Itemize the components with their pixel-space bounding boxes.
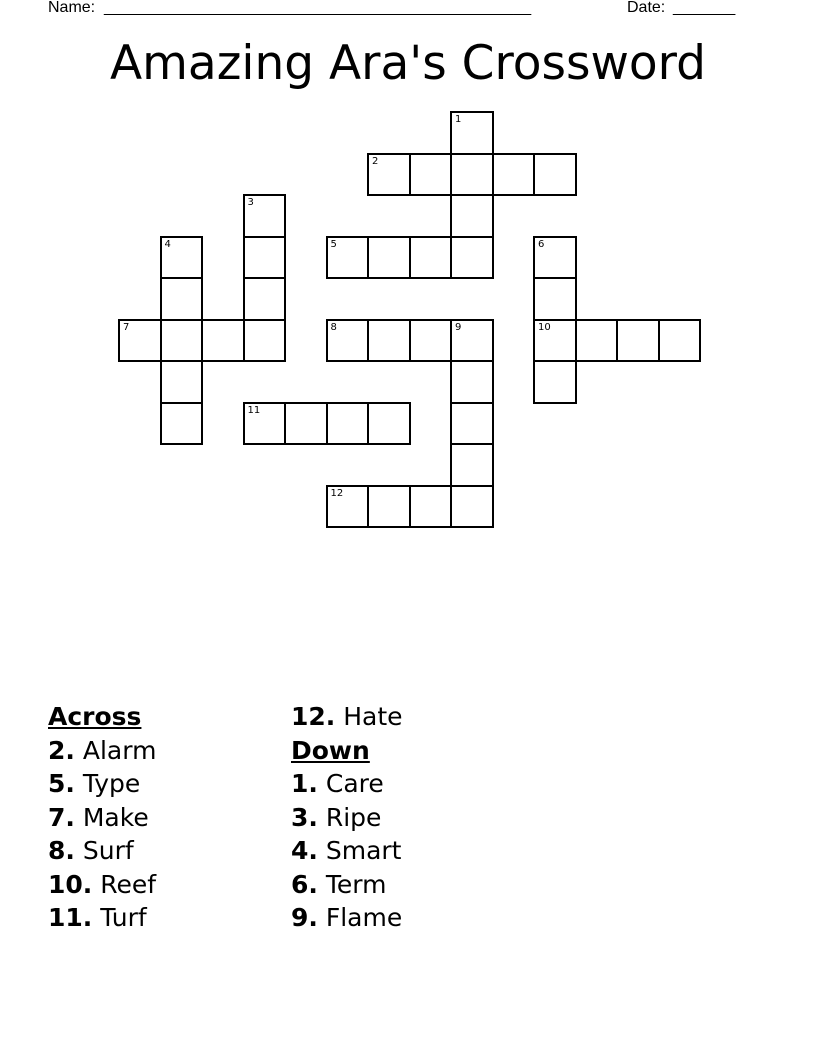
grid-cell[interactable] <box>533 360 577 404</box>
cell-number: 11 <box>247 404 261 416</box>
name-label: Name: <box>48 0 96 16</box>
down-heading: Down <box>291 735 370 765</box>
clue-text: Care <box>325 769 384 798</box>
grid-cell[interactable] <box>367 319 411 363</box>
grid-cell[interactable] <box>450 402 494 446</box>
grid-cell[interactable] <box>160 402 204 446</box>
clue-across-12 <box>291 700 403 734</box>
clue-down-4 <box>291 834 403 868</box>
cell-number: 12 <box>330 487 344 499</box>
grid-cell[interactable] <box>284 402 328 446</box>
grid-cell[interactable] <box>367 236 411 280</box>
grid-cell[interactable] <box>367 153 411 197</box>
clue-down-3 <box>291 801 403 835</box>
grid-cell[interactable] <box>450 111 494 155</box>
clue-down-6 <box>291 868 403 902</box>
clue-across-7 <box>48 801 156 835</box>
clue-across-5 <box>48 767 156 801</box>
grid-cell[interactable] <box>492 153 536 197</box>
grid-cell[interactable] <box>243 319 287 363</box>
grid-cell[interactable] <box>450 194 494 238</box>
cell-number: 2 <box>372 155 379 167</box>
clue-text: Hate <box>343 702 403 731</box>
grid-cell[interactable] <box>160 360 204 404</box>
grid-cell[interactable] <box>326 319 370 363</box>
clue-text: Flame <box>325 903 403 932</box>
clue-number: 10. <box>48 869 93 899</box>
grid-cell[interactable] <box>160 277 204 321</box>
clue-number: 3. <box>291 802 318 832</box>
cell-number: 6 <box>538 238 545 250</box>
grid-cell[interactable] <box>326 236 370 280</box>
clue-number: 8. <box>48 836 75 865</box>
clue-text: Make <box>82 802 149 832</box>
clue-number: 6. <box>291 869 318 899</box>
clue-text: Ripe <box>325 802 382 832</box>
grid-cell[interactable] <box>450 319 494 363</box>
grid-cell[interactable] <box>533 319 577 363</box>
cell-number: 7 <box>123 321 130 333</box>
grid-cell[interactable] <box>533 153 577 197</box>
grid-cell[interactable] <box>409 319 453 363</box>
grid-cell[interactable] <box>533 277 577 321</box>
grid-cell[interactable] <box>450 236 494 280</box>
clue-text: Alarm <box>82 735 157 765</box>
grid-cell[interactable] <box>575 319 619 363</box>
clues-column-1 <box>48 700 156 935</box>
clue-text: Type <box>82 769 141 798</box>
grid-cell[interactable] <box>450 360 494 404</box>
clue-number: 2. <box>48 735 75 765</box>
cell-number: 10 <box>538 321 551 333</box>
grid-cell[interactable] <box>450 443 494 487</box>
grid-cell[interactable] <box>201 319 245 363</box>
clue-across-11 <box>48 901 156 935</box>
clue-number: 9. <box>291 903 318 932</box>
grid-cell[interactable] <box>450 153 494 197</box>
clue-text: Reef <box>100 869 157 899</box>
grid-cell[interactable] <box>533 236 577 280</box>
grid-cell[interactable] <box>160 236 204 280</box>
grid-cell[interactable] <box>243 194 287 238</box>
grid-cell[interactable] <box>658 319 702 363</box>
grid-cell[interactable] <box>118 319 162 363</box>
grid-cell[interactable] <box>616 319 660 363</box>
cell-number: 1 <box>455 114 462 125</box>
grid-cell[interactable] <box>409 485 453 529</box>
grid-cell[interactable] <box>243 402 287 446</box>
grid-cell[interactable] <box>367 402 411 446</box>
clue-number: 1. <box>291 769 318 798</box>
clue-across-8 <box>48 834 156 868</box>
grid-cell[interactable] <box>326 485 370 529</box>
grid-cell[interactable] <box>326 402 370 446</box>
grid-cell[interactable] <box>367 485 411 529</box>
cell-number: 9 <box>455 321 462 333</box>
date-label: Date: <box>627 0 666 16</box>
cell-number: 4 <box>164 238 171 250</box>
across-heading: Across <box>48 702 142 731</box>
clue-text: Surf <box>82 836 134 865</box>
clue-across-10 <box>48 868 156 902</box>
clue-number: 5. <box>48 769 75 798</box>
cell-number: 5 <box>330 238 337 250</box>
clue-number: 12. <box>291 702 336 731</box>
clue-number: 7. <box>48 802 75 832</box>
clue-number: 4. <box>291 836 318 865</box>
clue-text: Turf <box>100 903 147 932</box>
grid-cell[interactable] <box>409 236 453 280</box>
cell-number: 8 <box>330 321 337 333</box>
clue-across-2 <box>48 734 156 768</box>
grid-cell[interactable] <box>450 485 494 529</box>
clue-number: 11. <box>48 903 93 932</box>
grid-cell[interactable] <box>243 277 287 321</box>
clue-down-9 <box>291 901 403 935</box>
clues-column-2 <box>291 700 403 935</box>
clue-text: Term <box>325 869 387 899</box>
name-blank: ________________________________________________ <box>104 0 532 16</box>
clue-text: Smart <box>325 836 402 865</box>
cell-number: 3 <box>247 197 254 208</box>
clue-down-1 <box>291 767 403 801</box>
grid-cell[interactable] <box>160 319 204 363</box>
date-blank: _______ <box>673 0 736 16</box>
grid-cell[interactable] <box>243 236 287 280</box>
grid-cell[interactable] <box>409 153 453 197</box>
page-title: Amazing Ara's Crossword <box>109 36 706 91</box>
